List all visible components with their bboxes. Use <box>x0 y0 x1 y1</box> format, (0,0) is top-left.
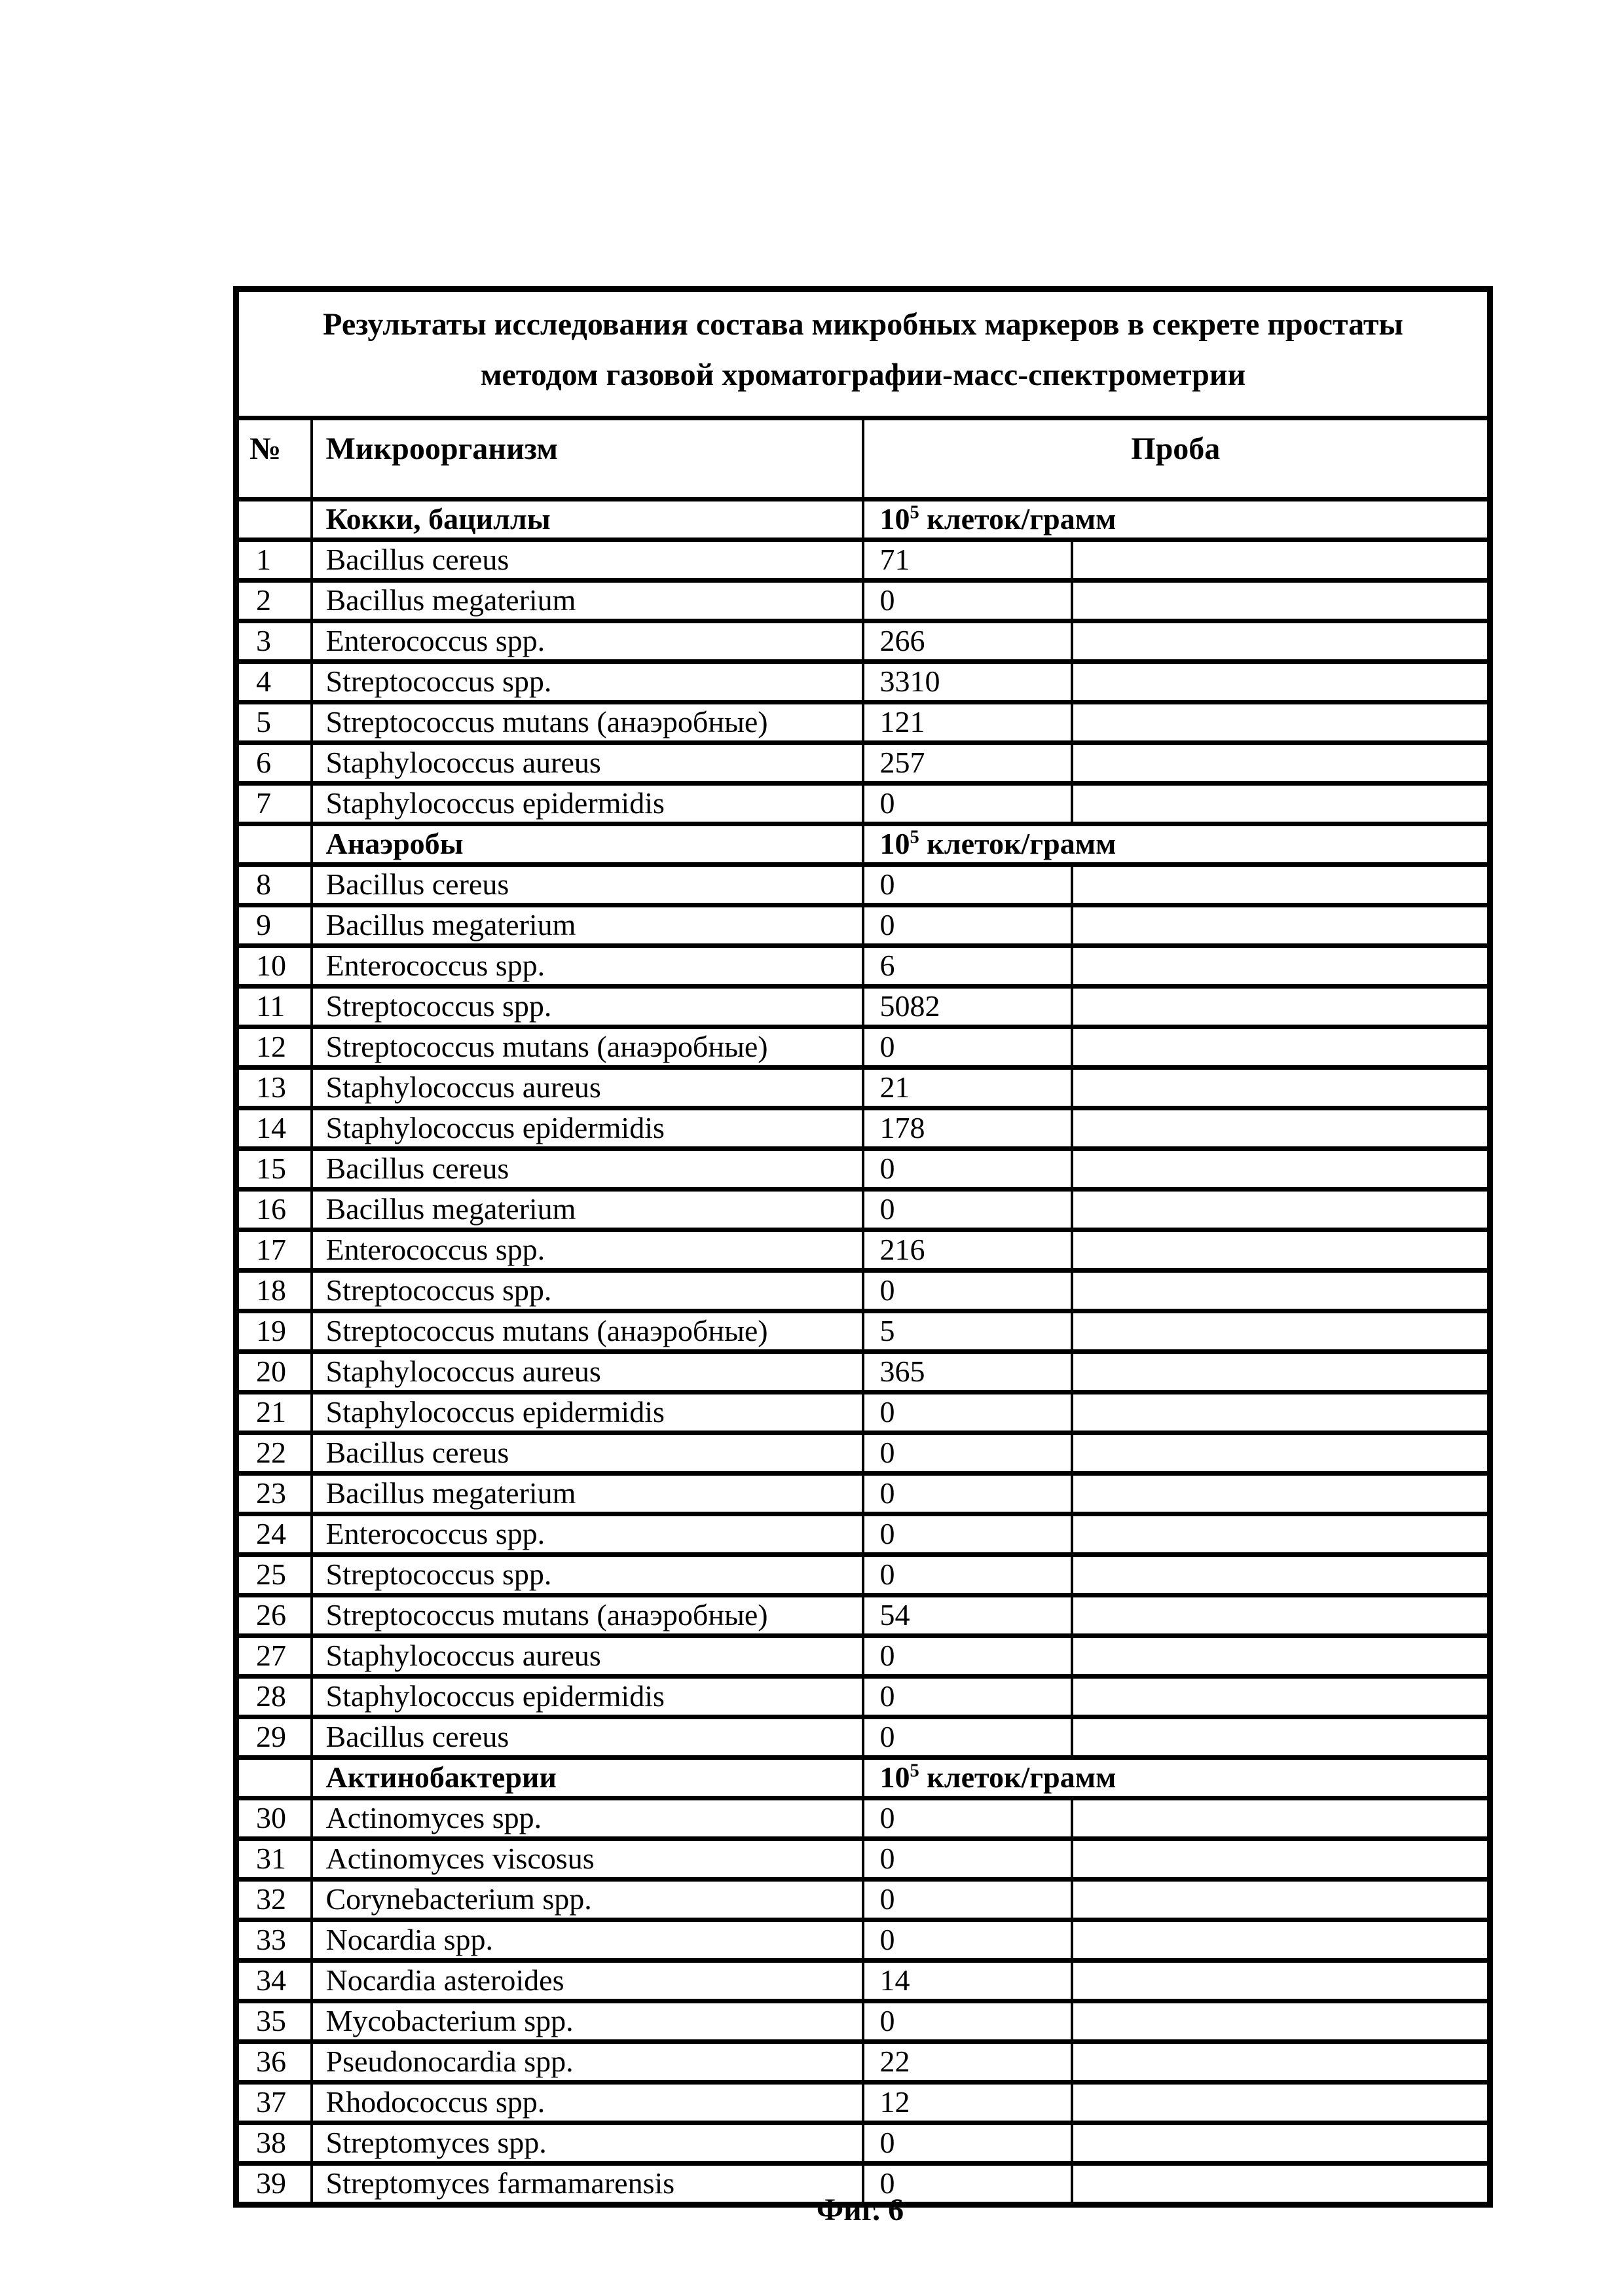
empty-cell <box>1072 2083 1490 2123</box>
sample-value: 0 <box>863 1555 1072 1595</box>
row-number: 28 <box>236 1677 312 1717</box>
table-row <box>236 1190 1490 1230</box>
unit-base: 10 <box>879 1760 910 1795</box>
empty-cell <box>1072 1230 1490 1271</box>
row-number: 29 <box>236 1717 312 1758</box>
empty-cell <box>1072 662 1490 702</box>
unit-superscript: 5 <box>910 1760 919 1781</box>
unit-suffix: клеток/грамм <box>919 502 1116 536</box>
table-row <box>236 581 1490 621</box>
empty-cell <box>1072 2001 1490 2042</box>
empty-cell <box>1072 1271 1490 1311</box>
organism-name: Streptococcus spp. <box>312 1555 863 1595</box>
organism-name: Enterococcus spp. <box>312 1230 863 1271</box>
row-number: 27 <box>236 1636 312 1677</box>
empty-cell <box>1072 1595 1490 1636</box>
sample-value: 0 <box>863 1474 1072 1514</box>
organism-name: Rhodococcus spp. <box>312 2083 863 2123</box>
organism-name: Streptococcus mutans (анаэробные) <box>312 702 863 743</box>
empty-cell <box>1072 1717 1490 1758</box>
organism-name: Staphylococcus epidermidis <box>312 1108 863 1149</box>
table-row <box>236 1677 1490 1717</box>
table-row <box>236 905 1490 946</box>
empty-cell <box>1072 1961 1490 2001</box>
empty-cell <box>1072 1149 1490 1190</box>
table-row <box>236 1717 1490 1758</box>
row-number: 26 <box>236 1595 312 1636</box>
table-row <box>236 540 1490 581</box>
organism-name: Streptococcus mutans (анаэробные) <box>312 1595 863 1636</box>
empty-cell <box>1072 621 1490 662</box>
section-name: Анаэробы <box>312 824 863 865</box>
row-number: 20 <box>236 1352 312 1393</box>
empty-cell <box>1072 1474 1490 1514</box>
section-header-row <box>236 824 1490 865</box>
table-row <box>236 1311 1490 1352</box>
table-row <box>236 1798 1490 1839</box>
row-number: 18 <box>236 1271 312 1311</box>
organism-name: Nocardia asteroides <box>312 1961 863 2001</box>
empty-cell <box>1072 1108 1490 1149</box>
empty-cell <box>1072 1839 1490 1880</box>
table-row <box>236 702 1490 743</box>
organism-name: Staphylococcus aureus <box>312 1068 863 1108</box>
empty-cell <box>1072 1677 1490 1717</box>
unit-superscript: 5 <box>910 827 919 848</box>
row-number: 5 <box>236 702 312 743</box>
sample-value: 257 <box>863 743 1072 784</box>
row-number: 13 <box>236 1068 312 1108</box>
row-number: 14 <box>236 1108 312 1149</box>
sample-value: 0 <box>863 1880 1072 1920</box>
empty-cell <box>1072 581 1490 621</box>
section-unit-label <box>863 824 1490 865</box>
table-title-row <box>236 289 1490 418</box>
table-row <box>236 1068 1490 1108</box>
row-number: 38 <box>236 2123 312 2164</box>
table-row <box>236 1271 1490 1311</box>
row-number: 11 <box>236 987 312 1027</box>
table-title-cell <box>236 289 1490 418</box>
sample-value: 0 <box>863 1920 1072 1961</box>
table-row <box>236 1149 1490 1190</box>
sample-value: 0 <box>863 1514 1072 1555</box>
sample-value: 3310 <box>863 662 1072 702</box>
empty-cell <box>1072 1393 1490 1433</box>
organism-name: Bacillus megaterium <box>312 905 863 946</box>
row-number: 33 <box>236 1920 312 1961</box>
sample-value: 266 <box>863 621 1072 662</box>
sample-value: 0 <box>863 1149 1072 1190</box>
sample-value: 0 <box>863 784 1072 824</box>
row-number: 17 <box>236 1230 312 1271</box>
row-number: 31 <box>236 1839 312 1880</box>
organism-name: Streptococcus spp. <box>312 987 863 1027</box>
sample-value: 0 <box>863 905 1072 946</box>
unit-superscript: 5 <box>910 502 919 523</box>
section-name: Актинобактерии <box>312 1758 863 1798</box>
organism-name: Bacillus megaterium <box>312 1474 863 1514</box>
table-row <box>236 865 1490 905</box>
table-row <box>236 987 1490 1027</box>
organism-name: Bacillus cereus <box>312 1433 863 1474</box>
empty-cell <box>1072 1514 1490 1555</box>
organism-name: Actinomyces spp. <box>312 1798 863 1839</box>
table-row <box>236 946 1490 987</box>
section-name: Кокки, бациллы <box>312 500 863 540</box>
table-row <box>236 743 1490 784</box>
row-number: 12 <box>236 1027 312 1068</box>
table-row <box>236 2123 1490 2164</box>
empty-cell <box>1072 2123 1490 2164</box>
organism-name: Enterococcus spp. <box>312 946 863 987</box>
empty-cell <box>1072 702 1490 743</box>
table-row <box>236 1595 1490 1636</box>
empty-cell <box>1072 1555 1490 1595</box>
organism-name: Nocardia spp. <box>312 1920 863 1961</box>
row-number: 24 <box>236 1514 312 1555</box>
organism-name: Streptomyces farmamarensis <box>312 2164 863 2205</box>
sample-value: 0 <box>863 581 1072 621</box>
sample-value: 365 <box>863 1352 1072 1393</box>
row-number: 30 <box>236 1798 312 1839</box>
organism-name: Pseudonocardia spp. <box>312 2042 863 2083</box>
row-number: 25 <box>236 1555 312 1595</box>
sample-value: 0 <box>863 2123 1072 2164</box>
sample-value: 0 <box>863 1271 1072 1311</box>
organism-name: Enterococcus spp. <box>312 621 863 662</box>
organism-name: Bacillus megaterium <box>312 1190 863 1230</box>
column-header-number: № <box>236 418 312 500</box>
organism-name: Streptococcus spp. <box>312 662 863 702</box>
sample-value: 5 <box>863 1311 1072 1352</box>
row-number: 15 <box>236 1149 312 1190</box>
empty-cell <box>1072 905 1490 946</box>
empty-cell <box>1072 1027 1490 1068</box>
empty-cell <box>1072 946 1490 987</box>
sample-value: 0 <box>863 1027 1072 1068</box>
table-row <box>236 1474 1490 1514</box>
table-row <box>236 1393 1490 1433</box>
row-number: 21 <box>236 1393 312 1433</box>
organism-name: Staphylococcus aureus <box>312 1352 863 1393</box>
sample-value: 0 <box>863 865 1072 905</box>
empty-cell <box>1072 1636 1490 1677</box>
organism-name: Corynebacterium spp. <box>312 1880 863 1920</box>
table-row <box>236 1636 1490 1677</box>
row-number: 16 <box>236 1190 312 1230</box>
table-title-line2: методом газовой хроматографии-масс-спектрометрии <box>480 357 1246 392</box>
table-row <box>236 662 1490 702</box>
row-number: 6 <box>236 743 312 784</box>
sample-value: 5082 <box>863 987 1072 1027</box>
table-row <box>236 2083 1490 2123</box>
row-number: 22 <box>236 1433 312 1474</box>
row-number: 10 <box>236 946 312 987</box>
sample-value: 0 <box>863 1717 1072 1758</box>
sample-value: 0 <box>863 1393 1072 1433</box>
sample-value: 0 <box>863 2164 1072 2205</box>
table-row <box>236 1514 1490 1555</box>
row-number: 37 <box>236 2083 312 2123</box>
section-number-cell <box>236 1758 312 1798</box>
sample-value: 121 <box>863 702 1072 743</box>
row-number: 36 <box>236 2042 312 2083</box>
empty-cell <box>1072 1190 1490 1230</box>
sample-value: 22 <box>863 2042 1072 2083</box>
sample-value: 0 <box>863 1190 1072 1230</box>
organism-name: Actinomyces viscosus <box>312 1839 863 1880</box>
organism-name: Enterococcus spp. <box>312 1514 863 1555</box>
section-number-cell <box>236 500 312 540</box>
sample-value: 12 <box>863 2083 1072 2123</box>
sample-value: 21 <box>863 1068 1072 1108</box>
empty-cell <box>1072 743 1490 784</box>
row-number: 7 <box>236 784 312 824</box>
results-table <box>233 286 1493 2208</box>
figure-caption: Фиг. 6 <box>816 2193 904 2227</box>
organism-name: Streptomyces spp. <box>312 2123 863 2164</box>
sample-value: 6 <box>863 946 1072 987</box>
sample-value: 0 <box>863 1839 1072 1880</box>
section-header-row <box>236 1758 1490 1798</box>
table-row <box>236 621 1490 662</box>
table-row <box>236 1230 1490 1271</box>
organism-name: Staphylococcus aureus <box>312 1636 863 1677</box>
table-row <box>236 1027 1490 1068</box>
table-row <box>236 2042 1490 2083</box>
unit-suffix: клеток/грамм <box>919 827 1116 861</box>
row-number: 9 <box>236 905 312 946</box>
organism-name: Staphylococcus aureus <box>312 743 863 784</box>
table-row <box>236 1555 1490 1595</box>
sample-value: 54 <box>863 1595 1072 1636</box>
empty-cell <box>1072 2042 1490 2083</box>
row-number: 32 <box>236 1880 312 1920</box>
empty-cell <box>1072 865 1490 905</box>
sample-value: 0 <box>863 1798 1072 1839</box>
table-row <box>236 1839 1490 1880</box>
sample-value: 178 <box>863 1108 1072 1149</box>
row-number: 19 <box>236 1311 312 1352</box>
table-row <box>236 784 1490 824</box>
table-row <box>236 1108 1490 1149</box>
sample-value: 216 <box>863 1230 1072 1271</box>
organism-name: Mycobacterium spp. <box>312 2001 863 2042</box>
organism-name: Bacillus cereus <box>312 865 863 905</box>
sample-value: 0 <box>863 1636 1072 1677</box>
empty-cell <box>1072 1880 1490 1920</box>
table-row <box>236 1880 1490 1920</box>
empty-cell <box>1072 1798 1490 1839</box>
table-row <box>236 1433 1490 1474</box>
empty-cell <box>1072 1311 1490 1352</box>
organism-name: Bacillus cereus <box>312 540 863 581</box>
unit-suffix: клеток/грамм <box>919 1760 1116 1795</box>
table-row <box>236 1920 1490 1961</box>
row-number: 39 <box>236 2164 312 2205</box>
unit-base: 10 <box>879 827 910 861</box>
sample-value: 0 <box>863 1433 1072 1474</box>
organism-name: Staphylococcus epidermidis <box>312 784 863 824</box>
empty-cell <box>1072 1433 1490 1474</box>
sample-value: 71 <box>863 540 1072 581</box>
row-number: 4 <box>236 662 312 702</box>
organism-name: Bacillus megaterium <box>312 581 863 621</box>
table-row <box>236 2001 1490 2042</box>
column-header-sample: Проба <box>863 418 1490 500</box>
empty-cell <box>1072 784 1490 824</box>
organism-name: Staphylococcus epidermidis <box>312 1393 863 1433</box>
section-unit-label <box>863 500 1490 540</box>
column-header-organism: Микроорганизм <box>312 418 863 500</box>
row-number: 34 <box>236 1961 312 2001</box>
section-unit-label <box>863 1758 1490 1798</box>
row-number: 2 <box>236 581 312 621</box>
section-number-cell <box>236 824 312 865</box>
empty-cell <box>1072 540 1490 581</box>
table-row <box>236 1352 1490 1393</box>
row-number: 35 <box>236 2001 312 2042</box>
organism-name: Streptococcus mutans (анаэробные) <box>312 1311 863 1352</box>
row-number: 8 <box>236 865 312 905</box>
unit-base: 10 <box>879 502 910 536</box>
sample-value: 14 <box>863 1961 1072 2001</box>
organism-name: Bacillus cereus <box>312 1717 863 1758</box>
empty-cell <box>1072 987 1490 1027</box>
organism-name: Streptococcus spp. <box>312 1271 863 1311</box>
table-row <box>236 1961 1490 2001</box>
organism-name: Staphylococcus epidermidis <box>312 1677 863 1717</box>
organism-name: Streptococcus mutans (анаэробные) <box>312 1027 863 1068</box>
empty-cell <box>1072 1352 1490 1393</box>
empty-cell <box>1072 1068 1490 1108</box>
sample-value: 0 <box>863 1677 1072 1717</box>
empty-cell <box>1072 1920 1490 1961</box>
section-header-row <box>236 500 1490 540</box>
table-title-line1: Результаты исследования состава микробных маркеров в секрете простаты <box>323 306 1403 342</box>
row-number: 3 <box>236 621 312 662</box>
table-header-row <box>236 418 1490 500</box>
row-number: 1 <box>236 540 312 581</box>
organism-name: Bacillus cereus <box>312 1149 863 1190</box>
row-number: 23 <box>236 1474 312 1514</box>
sample-value: 0 <box>863 2001 1072 2042</box>
